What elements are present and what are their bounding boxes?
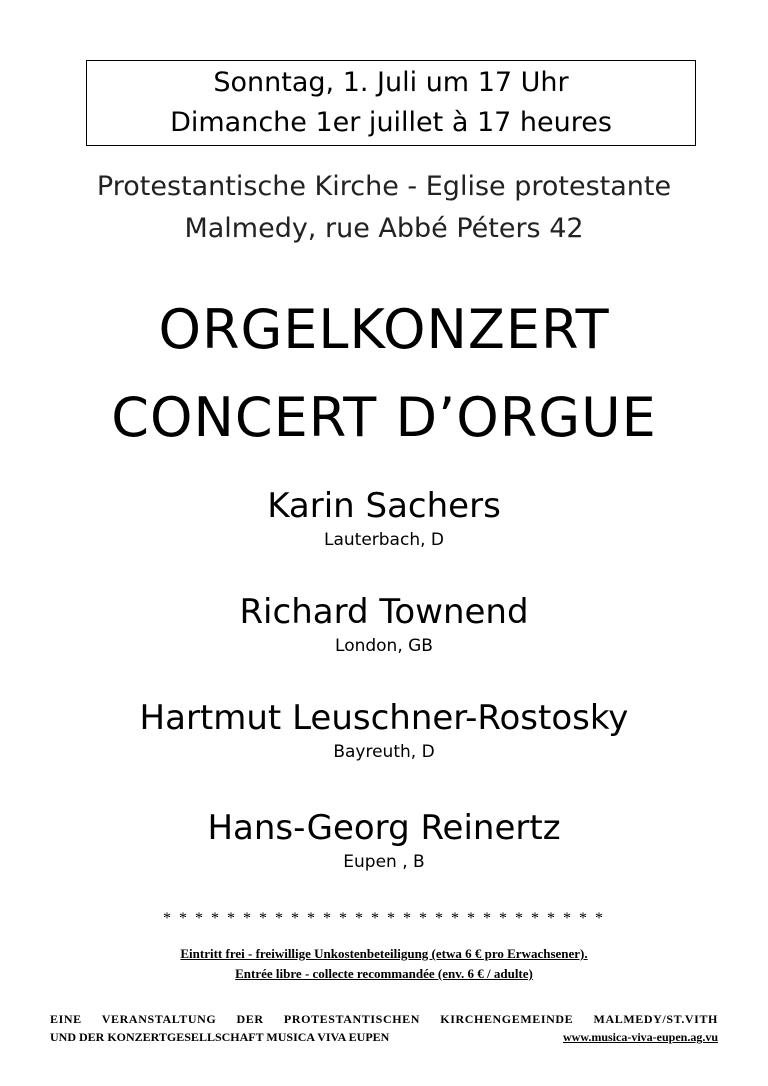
venue-address: Malmedy, rue Abbé Péters 42 [184,213,584,244]
date-box [86,60,696,146]
concert-title [0,286,768,462]
performer-name: Hans-Georg Reinertz [207,808,561,848]
performer [0,806,768,874]
performer-city: Eupen , B [343,852,425,872]
performer [0,590,768,658]
entry-french: Entrée libre - collecte recommandée (env. 6 € / adulte) [235,966,533,981]
date-french: Dimanche 1er juillet à 17 heures [170,107,612,138]
performer-city: London, GB [335,636,433,656]
footer-organizer: EINE VERANSTALTUNG DER PROTESTANTISCHEN KIRCHENGEMEINDE MALMEDY/ST.VITH [50,1012,718,1026]
venue [0,166,768,250]
entry-german: Eintritt frei - freiwillige Unkostenbeteiligung (etwa 6 € pro Erwachsener). [180,946,588,961]
entry-info [0,944,768,984]
footer [50,1010,718,1046]
performer [0,484,768,552]
performer-name: Richard Townend [239,592,529,632]
performer-city: Lauterbach, D [323,530,444,550]
footer-organizer-2: UND DER KONZERTGESELLSCHAFT MUSICA VIVA EUPEN [50,1030,390,1044]
star-separator: * * * * * * * * * * * * * * * * * * * * * * * * * * * * [163,910,605,927]
performer-name: Hartmut Leuschner-Rostosky [139,698,629,738]
title-french: CONCERT D’ORGUE [111,386,657,449]
date-german: Sonntag, 1. Juli um 17 Uhr [213,67,569,98]
title-german: ORGELKONZERT [158,298,610,361]
performer [0,696,768,764]
footer-website-link[interactable]: www.musica-viva-eupen.ag.vu [562,1030,718,1044]
performer-city: Bayreuth, D [333,742,435,762]
performer-name: Karin Sachers [267,486,501,526]
venue-church: Protestantische Kirche - Eglise protestante [96,171,672,202]
